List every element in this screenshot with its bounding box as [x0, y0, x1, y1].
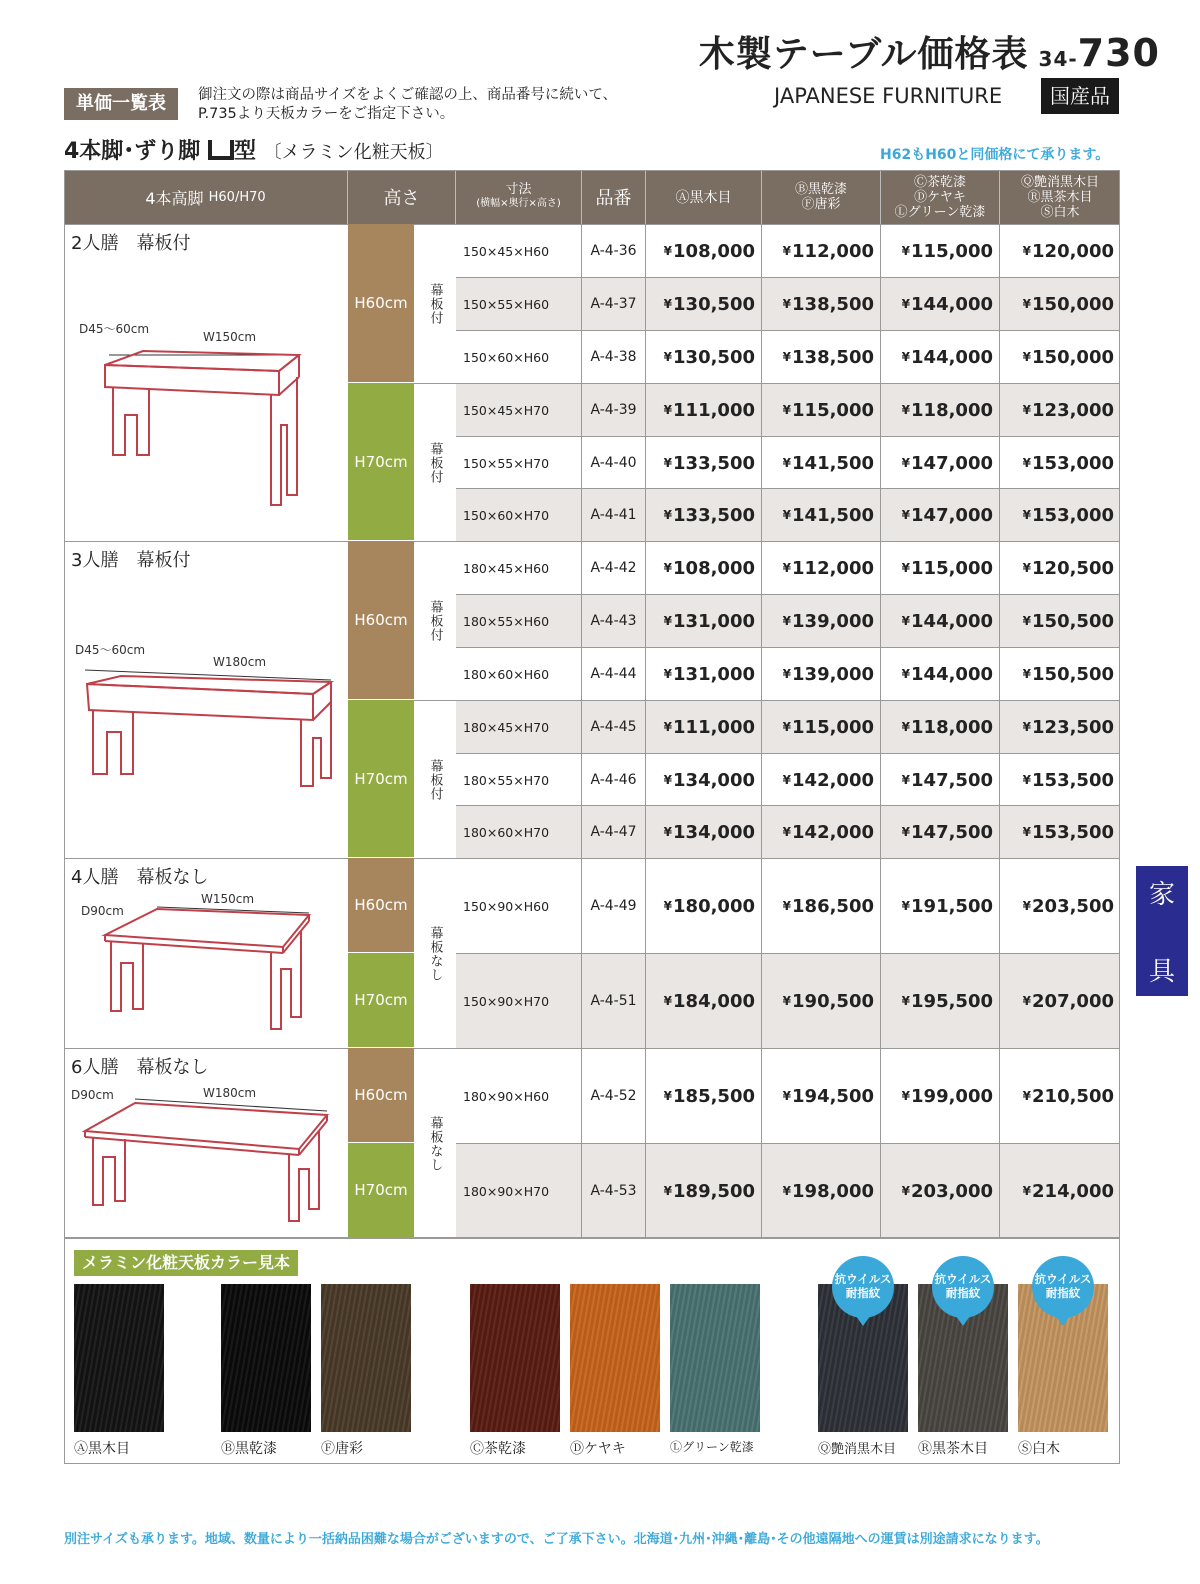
- table-row: 180×45×H60 A-4-42 ¥ 108,000 ¥ 112,000 ¥ 115,000 ¥ 120,500: [456, 541, 1120, 594]
- svg-text:W150cm: W150cm: [201, 892, 255, 906]
- header-code: 品番: [582, 170, 646, 224]
- antivirus-badge: 抗ウイルス 耐指紋: [832, 1256, 894, 1318]
- header-color-q: Ⓠ艶消黒木目 Ⓡ黒茶木目 Ⓢ白木: [1000, 170, 1120, 224]
- group-3-person: [64, 541, 348, 858]
- table-row: 180×60×H60 A-4-44 ¥ 131,000 ¥ 139,000 ¥ 144,000 ¥ 150,500: [456, 647, 1120, 700]
- table-row: 150×55×H70 A-4-40 ¥ 133,500 ¥ 141,500 ¥ 147,000 ¥ 153,000: [456, 436, 1120, 489]
- svg-text:D45～60cm: D45～60cm: [79, 322, 150, 336]
- swatch-label: Ⓛグリーン乾漆: [670, 1440, 754, 1454]
- swatch-label: Ⓕ唐彩: [321, 1441, 363, 1457]
- table-row: 180×60×H70 A-4-47 ¥ 134,000 ¥ 142,000 ¥ 147,500 ¥ 153,500: [456, 805, 1120, 858]
- height-cell-h60: H60cm: [348, 1048, 414, 1143]
- svg-text:W180cm: W180cm: [213, 655, 267, 669]
- order-note: 御注文の際は商品サイズをよくご確認の上、商品番号に続いて、 P.735より天板カラーをご指定下さい。: [198, 87, 618, 122]
- table-row: 180×90×H70 A-4-53 ¥ 189,500 ¥ 198,000 ¥ 203,000 ¥ 214,000: [456, 1143, 1120, 1238]
- table-illustration: [65, 859, 349, 1049]
- svg-text:W180cm: W180cm: [203, 1086, 257, 1100]
- table-row: 150×90×H70 A-4-51 ¥ 184,000 ¥ 190,500 ¥ 195,500 ¥ 207,000: [456, 953, 1120, 1048]
- swatch: [321, 1284, 411, 1432]
- antivirus-badge: 抗ウイルス 耐指紋: [1032, 1256, 1094, 1318]
- table-row: 150×55×H60 A-4-37 ¥ 130,500 ¥ 138,500 ¥ 144,000 ¥ 150,000: [456, 277, 1120, 330]
- svg-text:D90cm: D90cm: [81, 904, 124, 918]
- makuita-cell: 幕板なし: [414, 858, 456, 1048]
- table-row: 180×90×H60 A-4-52 ¥ 185,500 ¥ 194,500 ¥ 199,000 ¥ 210,500: [456, 1048, 1120, 1143]
- table-row: 150×45×H60 A-4-36 ¥ 108,000 ¥ 112,000 ¥ 115,000 ¥ 120,000: [456, 224, 1120, 277]
- header-height: 高さ: [348, 170, 456, 224]
- section-title: 4本脚･ずり脚 型 〔メラミン化粧天板〕: [64, 139, 444, 164]
- header-color-c: Ⓒ茶乾漆 Ⓓケヤキ Ⓛグリーン乾漆: [881, 170, 1000, 224]
- makuita-cell: 幕板なし: [414, 1048, 456, 1238]
- swatch-title: メラミン化粧天板カラー見本: [74, 1250, 298, 1276]
- h62-note: H62もH60と同価格にて承ります。: [880, 147, 1110, 163]
- table-row: 150×45×H70 A-4-39 ¥ 111,000 ¥ 115,000 ¥ 118,000 ¥ 123,000: [456, 383, 1120, 436]
- page-subtitle: JAPANESE FURNITURE: [774, 84, 1003, 108]
- side-tab: 家 具: [1136, 866, 1188, 996]
- page-title: 木製テーブル価格表 34-730: [698, 31, 1160, 75]
- header-legs: 4本高脚 H60/H70: [64, 170, 348, 224]
- table-row: 180×55×H60 A-4-43 ¥ 131,000 ¥ 139,000 ¥ 144,000 ¥ 150,500: [456, 594, 1120, 647]
- u-shape-icon: [208, 140, 234, 160]
- height-cell-h60: H60cm: [348, 858, 414, 953]
- table-row: 180×55×H70 A-4-46 ¥ 134,000 ¥ 142,000 ¥ 147,500 ¥ 153,500: [456, 753, 1120, 806]
- svg-text:D90cm: D90cm: [71, 1088, 114, 1102]
- svg-text:D45～60cm: D45～60cm: [75, 643, 146, 657]
- swatch-label: Ⓐ黒木目: [74, 1441, 130, 1457]
- swatch-label: Ⓓケヤキ: [570, 1441, 626, 1457]
- table-row: 180×45×H70 A-4-45 ¥ 111,000 ¥ 115,000 ¥ 118,000 ¥ 123,500: [456, 700, 1120, 753]
- swatch: [570, 1284, 660, 1432]
- group-label: 2人膳 幕板付: [71, 233, 191, 254]
- makuita-cell: 幕板付: [414, 541, 456, 700]
- makuita-cell: 幕板付: [414, 383, 456, 541]
- table-illustration: [65, 542, 349, 859]
- table-row: 150×60×H60 A-4-38 ¥ 130,500 ¥ 138,500 ¥ 144,000 ¥ 150,000: [456, 330, 1120, 383]
- height-cell-h70: H70cm: [348, 1143, 414, 1238]
- group-label: 6人膳 幕板なし: [71, 1057, 209, 1078]
- group-6-person: [64, 1048, 348, 1238]
- table-illustration: [65, 225, 349, 542]
- makuita-cell: 幕板付: [414, 700, 456, 858]
- height-cell-h70: H70cm: [348, 953, 414, 1048]
- height-cell-h70: H70cm: [348, 383, 414, 541]
- table-row: 150×60×H70 A-4-41 ¥ 133,500 ¥ 141,500 ¥ 147,000 ¥ 153,000: [456, 488, 1120, 541]
- swatch-label: Ⓠ艶消黒木目: [818, 1442, 897, 1457]
- height-cell-h60: H60cm: [348, 224, 414, 383]
- group-2-person: [64, 224, 348, 541]
- makuita-cell: 幕板付: [414, 224, 456, 383]
- antivirus-badge: 抗ウイルス 耐指紋: [932, 1256, 994, 1318]
- swatch: [670, 1284, 760, 1432]
- origin-badge: 国産品: [1041, 78, 1119, 114]
- swatch: [470, 1284, 560, 1432]
- swatch-label: Ⓢ白木: [1018, 1441, 1060, 1457]
- swatch-label: Ⓑ黒乾漆: [221, 1441, 277, 1457]
- table-row: 150×90×H60 A-4-49 ¥ 180,000 ¥ 186,500 ¥ 191,500 ¥ 203,500: [456, 858, 1120, 953]
- header-color-b: Ⓑ黒乾漆 Ⓕ唐彩: [762, 170, 881, 224]
- footer-note: 別注サイズも承ります。地域、数量により一括納品困難な場合がございますので、ご了承下さい。北海道･九州･沖縄･離島･その他遠隔地への運賃は別途請求になります。: [64, 1532, 1049, 1547]
- price-table: [64, 170, 1120, 1238]
- table-illustration: [65, 1049, 349, 1239]
- price-list-tag: 単価一覧表: [64, 88, 178, 120]
- header-size: 寸法 (横幅×奥行×高さ): [456, 170, 582, 224]
- swatch-label: Ⓒ茶乾漆: [470, 1441, 526, 1457]
- header-color-a: Ⓐ黒木目: [646, 170, 762, 224]
- swatch: [74, 1284, 164, 1432]
- group-label: 3人膳 幕板付: [71, 550, 191, 571]
- swatch: [221, 1284, 311, 1432]
- group-label: 4人膳 幕板なし: [71, 867, 209, 888]
- swatch-label: Ⓡ黒茶木目: [918, 1441, 988, 1457]
- height-cell-h60: H60cm: [348, 541, 414, 700]
- svg-text:W150cm: W150cm: [203, 330, 257, 344]
- group-4-person: [64, 858, 348, 1048]
- height-cell-h70: H70cm: [348, 700, 414, 858]
